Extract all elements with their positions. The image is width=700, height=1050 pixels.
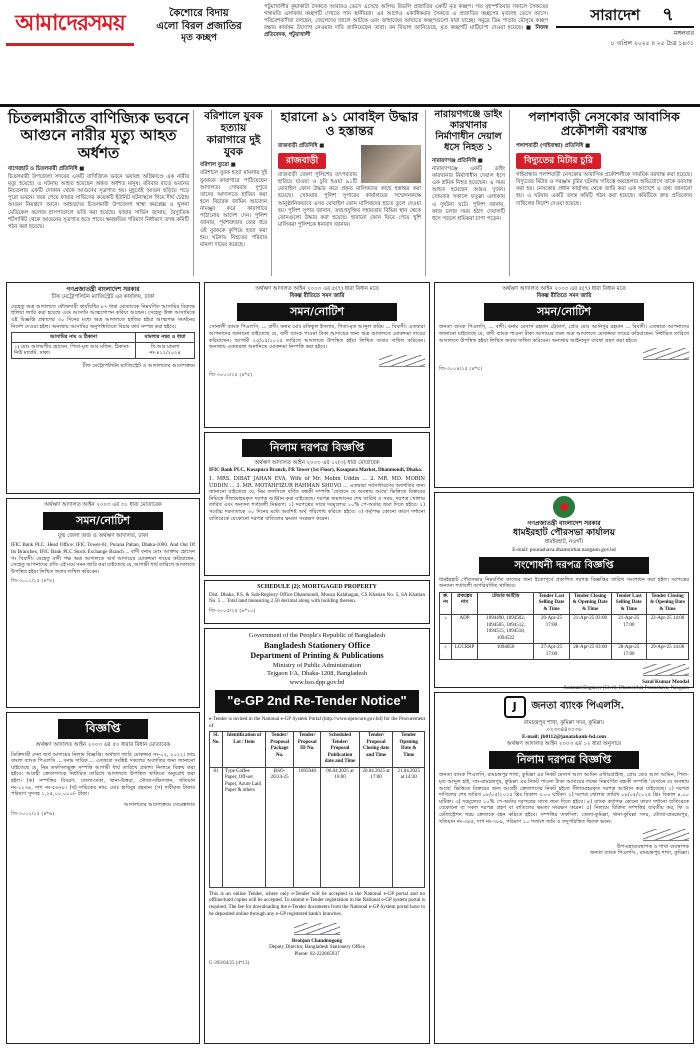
news-article-rajbari[interactable] [274,110,426,276]
ad-head: অর্থঋণ আদালত আইন ২০০৩ এর ৫(৭) ধারা বিধান মতে [502,286,626,292]
section-name: সারাদেশ [590,6,640,24]
ad-bigyapti[interactable] [6,712,200,1044]
th-lot: Identification of Lot / Item [223,732,266,768]
article-body [8,166,189,231]
th-tender-id: টেন্ডার আইডি [477,592,533,615]
article-byline: রাজবাড়ী প্রতিনিধি ■ [278,142,325,149]
ad-bank: IFIC Bank PLC, Kosapura Branch, FR Tower (1st Floor), Kosapura Market, Dhanmondi, Dhaka. [209,467,423,474]
ad-head: অর্থঋণ আদালত আইন ২০০৩ এর ৫০ ধারার বিধান মোতাবেক [35,741,171,748]
retender-title: "e-GP 2nd Re-Tender Notice" [215,690,419,713]
article-body [432,158,505,223]
ad-ref: জি-৩০০৪/২৫ (৪*৫) [439,365,483,372]
news-article-barishal[interactable] [196,110,272,276]
td-id: 1095940 [294,767,321,887]
article-text: রাজবাড়ী জেলা পুলিশের তৎপরতায় হারিয়ে যাওয়া ও চুরি হওয়া ৯১টি মোবাইল ফোন উদ্ধার করে প্রকৃত মালিকদের কাছে হস্তান্তর করা হয়েছে। সোমবার পুলিশ সুপারের কার্যালয়ের সম্মেলনকক্ষে আনুষ্ঠানিকভাবে এসব মোবাইল ফোন মালিকদের হাতে তুলে দেওয়া হয়। পুলিশ সুপার জানান, তথ্যপ্রযুক্তির সহায়তায় বিভিন্ন স্থান থেকে ফোনগুলো উদ্ধার করা হয়েছে। হারানো ফোন ফিরে পেয়ে খুশি মালিকরা পুলিশকে ধন্যবাদ জানান। [278,172,421,229]
teaser-line-3: মৃত কচ্ছপ [181,33,217,43]
signature-mark [643,348,689,360]
teaser-line-2: এলো বিরল প্রজাতির [156,20,242,32]
td-old-closing: 21-Apr-25 03:00 [569,615,611,644]
th-project: প্রকল্পের নাম [452,592,478,615]
signer-title: Deputy Director, Bangladesh Stationery Office [269,944,365,951]
ad-signature-block [439,829,689,857]
tender-signer-block [209,923,425,957]
col-accused: আসামির নাম ও ঠিকানা [12,333,136,343]
td-old-selling: 20-Apr-25 17:00 [534,615,569,644]
top-story-body: পটুয়াখালীর কুয়াকাটা সৈকতে আবারও ভেসে এসেছে অলিভ রিডলি প্রজাতির একটি মৃত কচ্ছপ। গত বৃহস্পতিবার সকালে সৈকতের গঙ্গামতি এলাকায় কচ্ছপটি দেখতে পান স্থানীয়রা। এর আগেও একাধিকবার সৈকতে এ প্রজাতির কচ্ছপের মৃতদেহ ভেসে আসে। পরিবেশবাদীরা বলছেন, জেলেদের জালে আটকে এবং জাহাজের আঘাতে কচ্ছপগুলো মারা যাচ্ছে। সমুদ্রে ডিম পাড়ার মৌসুমে কচ্ছপ রক্ষায় কার্যকর উদ্যোগ নেওয়ার দাবি জানিয়েছেন তারা। বন বিভাগ জানিয়েছে, মৃত কচ্ছপটি মাটিচাপা দেওয়া হয়েছে। [264,4,548,31]
cell-case: সি.আর মামলা নং-৪১২/২০২৪ [136,342,195,358]
place-tag: রাজবাড়ী [278,153,326,169]
tender-table [209,731,425,888]
th-opening: Tender Opening Date & Time [393,732,425,768]
td-publication: 06.04.2025 at 16:00 [321,767,360,887]
ad-body: জনতা ব্যাংক পিএলসি, ... বাদী। বনাম মেসার্স রহমান ট্রেডার্স, প্রোঃ মোঃ আনিসুর রহমান ... বিবাদী। এতদ্বারা আপনাদের জানানো যাইতেছে যে, বাদী ব্যাংক পাওনা টাকা আদায়ের জন্য অত্র আদালতে মোকদ্দমা দায়ের করিয়াছেন। নির্ধারিত তারিখে আদালতে উপস্থিত হইয়া লিখিত জবাব দাখিল করিবেন। অন্যথায় আইনানুগ ব্যবস্থা গ্রহণ করা হইবে। [439,324,689,344]
ad-body: 1. MRS. DIBAT JAHAN EVA, Wife of Mr. Mobin Uddin ... 2. MR. MD. MOBIN UDDIN ... 3. MR. MOTAHFIZUR RAHMAN SHUVO ... এতদ্বারা সর্বসাধারণের অবগতির জন্য জানানো যাইতেছে যে, নিম্ন তফসিলে বর্ণিত বন্ধকী সম্পত্তি 'যেখানে যে অবস্থায় আছে' ভিত্তিতে বিক্রয়ের নিমিত্তে সীলমোহরকৃত দরপত্র আহ্বান করা যাইতেছে। দরপত্র জমাদানের শেষ তারিখ ও সময়, দরপত্র খোলার তারিখ এবং অন্যান্য শর্তাবলী নিম্নরূপ। ১) দরপত্রের সাথে দরমূল্যের ১০% পে-অর্ডার জমা দিতে হইবে। ২) সর্বোচ্চ দরদাতাকে ৩০ দিনের মধ্যে অবশিষ্ট অর্থ পরিশোধ করিতে হইবে। ৩) কর্তৃপক্ষ কোনো কারণ দর্শানো ব্যতিরেকে যেকোনো দরপত্র বাতিলের ক্ষমতা সংরক্ষণ করেন। [209,475,425,522]
signature-mark-wrap [209,923,425,938]
article-headline: নারায়ণগঞ্জে ডাইং কারখানার নির্মাণাধীন দেয়াল ধসে নিহত ১ [434,109,503,153]
signature-mark [643,664,689,676]
ad-janata-nilam[interactable] [434,692,694,1044]
ad-signature-block [439,664,689,692]
office-line: Bangladesh Stationery Office [263,640,371,651]
bank-phone: ০২৩৩৪৪০০৩৬ [546,727,582,734]
ad-banner: নিলাম দরপত্র বিজ্ঞপ্তি [489,751,639,769]
td-sl: 01 [210,767,223,887]
tender-table [439,592,689,661]
ad-signature: আদালতের আদেশক্রমে সেরেস্তাদার [124,801,195,808]
page-number: ৭ [662,4,674,25]
article-headline: চিতলমারীতে বাণিজ্যিক ভবনে আগুনে নারীর মৃত্যু আহত অর্ধশত [8,109,189,162]
td-sl: ১ [440,615,452,644]
th-closing: Tender/ Proposal Closing date and Time [359,732,393,768]
tender-footer: This is an online Tender, where only e-Tender will be accepted in the National e-GP portal and no offline/hard copies will be accepted. To submit e-Tender registration in the National e-GP system portal is required. The fee for downloading the e-Tender documents from the National e-GP System portal have to be deposited online through any e-GP registered bank's branches. [209,890,425,917]
article-byline: নারায়ণগঞ্জ প্রতিনিধি ■ [432,157,483,164]
signer-name: Sazal Kumar Mondal [642,678,689,685]
ad-body: সোনালী ব্যাংক পিএলসি, ... বাদী। বনাম মোঃ রফিকুল ইসলাম, পিতা-মৃত আব্দুল করিম ... বিবাদী। এতদ্বারা আপনাদের জানানো যাইতেছে যে, বাদী ব্যাংক পাওনা টাকা আদায়ের জন্য অত্র আদালতে মোকদ্দমা দায়ের করিয়াছেন। আগামী ২৫/০৫/২০২৫ তারিখে আদালতে উপস্থিত হইয়া লিখিত জবাব দাখিল করিবেন। অন্যথায় একতরফা শুনানিতে মোকদ্দমা নিষ্পত্তি করা হইবে। [209,324,425,351]
td-project: LGCRRP [452,644,478,660]
schedule-body: Dist. Dhaka, P.S. & Sub-Registry Office Dhanmondi, Mouza Kalabagan, CS Khatian No. 5, SA Khatian No. 5 ... Total land measuring 2.50 decimal along with building thereon. [209,591,425,605]
teaser-line-1: কৈশোরে বিদায় [169,8,229,19]
signature-mark [294,923,340,935]
bank-logo-icon: J [504,696,526,718]
td-closing: 20.04.2025 at 17:00 [359,767,393,887]
ad-gov-line: গণপ্রজাতন্ত্রী বাংলাদেশ সরকার [527,520,601,527]
col-case: মামলার নম্বর ও ধারা [136,333,195,343]
top-story [264,4,548,70]
ad-signature [209,355,425,370]
td-tender-id: 1094650 [477,644,533,660]
ad-nilam-schedule [204,580,430,624]
ad-ref: জি-৩০০১/২৫ (৪*৪) [11,578,55,585]
stationery-header [209,632,425,687]
signer-title: Assistant Engineer (Civil), Dhamoirhat Pourashava, Naogaon [563,685,689,692]
ad-banner: বিজ্ঞপ্তি [58,719,148,739]
ad-samon-janata[interactable] [434,282,694,488]
article-photo [361,145,421,183]
ad-head: অর্থঋণ আদালত আইন ২০০৩ এর ১২(৩) ধারা মোতাবেক [254,460,380,467]
accused-table [11,332,195,359]
news-article-palashbari[interactable] [512,110,696,276]
signer-title: উপ-মহাব্যবস্থাপক ও শাখা ব্যবস্থাপক [616,843,689,850]
newspaper-logo[interactable] [6,6,134,46]
ad-body: জনতা ব্যাংক পিএলসি, রামচন্দ্রপুর শাখা, কুমিল্লা এর নিকট মেসার্স আল আমিন এন্টারপ্রাইজ, প্রোঃ মোঃ আল আমিন, পিতা-মৃত আব্দুল হাই, সাং-রামচন্দ্রপুর, কুমিল্লা এর নিকট পাওনা টাকা আদায়ের লক্ষ্যে নিম্নবর্ণিত বন্ধকী সম্পত্তি 'যেখানে যে অবস্থায় আছে' ভিত্তিতে বিক্রয়ের জন্য আগ্রহী ক্রেতাগণের নিকট হইতে সীলমোহরকৃত দরপত্র আহ্বান করা যাইতেছে। ১) দরপত্র দাখিলের শেষ তারিখ ০৮/০৫/২০২৫ খ্রিঃ বিকাল ৩.০০ ঘটিকা। ২) দরপত্র খোলার তারিখ ০৮/০৫/২০২৫ খ্রিঃ বিকাল ৪.০০ ঘটিকা। ৩) দরমূল্যের ১০% পে-অর্ডার দরপত্রের সাথে জমা দিতে হইবে। ৪) ব্যাংক কর্তৃপক্ষ কোনো কারণ দর্শানো ব্যতিরেকে যেকোনো বা সকল দরপত্র গ্রহণ বা বাতিলের ক্ষমতা সংরক্ষণ করেন। ৫) নিলামে বিক্রিত সম্পত্তির যাবতীয় কর, ফি ও রেজিস্ট্রেশন খরচ ক্রেতাকে বহন করিতে হইবে। সম্পত্তির তফসিল: জেলা-কুমিল্লা, থানা-কুমিল্লা সদর, মৌজা-রামচন্দ্রপুর, খতিয়ান নং-৩৪৫, দাগ নং-৭৮৯, পরিমাণ ১০ শতাংশ জমি ও তদুপরিস্থিত দ্বিতল ভবন। [439,772,689,825]
td-new-selling: 21-Apr-25 17:00 [611,615,646,644]
ad-office: ধামইরহাট পৌরসভা কার্যালয় [512,527,616,538]
article-byline: বরিশাল ব্যুরো ■ [200,162,236,169]
website-line: www.bso.dpp.gov.bd [289,678,345,686]
ministry-line: Ministry of Public Administration [272,661,362,669]
ad-nilam-ific[interactable] [204,432,430,576]
article-headline: পলাশবাড়ী নেসকোর আবাসিক প্রকৌশলী বরখাস্ত [528,109,680,139]
signer-branch: জনতা ব্যাংক পিএলসি., রামচন্দ্রপুর শাখা, কুমিল্লা। [589,850,689,857]
th-new-closing: Tender Closing & Opening Date & Time [646,592,688,615]
signature-mark [379,355,425,367]
ad-email: E-mail: pourashava.dhamoirhat.naogaon.gov.bd [512,546,616,553]
section-header [556,4,694,28]
td-old-closing: 28-Apr-25 03:00 [569,644,611,660]
schedule-title: SCHEDULE (2): MORTGAGED PROPERTY [257,584,377,590]
ad-dhamoirhat-tender[interactable] [434,492,694,692]
article-byline: পলাশবাড়ী (গাইবান্ধা) প্রতিনিধি ■ [516,142,591,149]
ad-samon-sonali[interactable] [204,282,430,428]
article-text: বরিশালে যুবক হত্যা মামলায় দুই যুবককে কারাগারে পাঠিয়েছেন আদালত। সোমবার দুপুরে তাদের আদালতে হাজির করা হলে বিচারক জামিন আবেদন নামঞ্জুর করে কারাগারে পাঠানোর আদেশ দেন। পুলিশ জানায়, পূর্বশত্রুতার জের ধরে ওই যুবককে কুপিয়ে হত্যা করা হয়। ঘটনায় নিহতের পরিবার মামলা দায়ের করেছে। [200,170,267,248]
ad-body: যেহেতু অত্র আদালতে ফৌজদারী কার্যবিধির ৮৭ ধারা মোতাবেক নিম্নবর্ণিত আসামির বিরুদ্ধে হুলিয়া জারি করা হয়েছে এবং আসামি আত্মগোপন করিয়া আছেন। সেহেতু উক্ত আসামিকে এই বিজ্ঞপ্তি প্রকাশের ৩০ দিনের মধ্যে অত্র আদালতে হাজির হইয়া আত্মপক্ষ সমর্থনের নির্দেশ দেওয়া হইল। অন্যথায় আসামির অনুপস্থিতিতে বিচার কার্য সম্পন্ন করা হইবে। [11,303,195,330]
bank-email: E-mail: jb0112@janatabank-bd.com [521,734,607,741]
address-line: Tejgaon I/A, Dhaka-1208, Bangladesh [266,670,368,678]
article-text: নারায়ণগঞ্জে একটি ডাইং কারখানার নির্মাণাধীন দেয়াল ধসে এক শ্রমিক নিহত হয়েছেন। এ সময় আহত হয়েছেন আরও দুজন। সোমবার সকালে ফতুল্লা এলাকায় এ দুর্ঘটনা ঘটে। পুলিশ জানায়, কাজ চলার সময় হঠাৎ দেয়ালটি ধসে পড়লে শ্রমিকরা চাপা পড়েন। [432,165,505,222]
ad-office: চীফ মেট্রোপলিটন ম্যাজিস্ট্রেট এর কার্যালয়, ঢাকা [51,293,155,300]
th-id: Tender/ Proposal ID No. [294,732,321,768]
logo-text: আমাদেরসময় [15,11,125,36]
ad-banner: সমন/নোটিশ [237,303,397,321]
th-package: Tender/ Proposal Package No. [266,732,294,768]
td-new-selling: 28-Apr-25 17:00 [611,644,646,660]
article-text: চিতলমারী উপজেলা সদরের একটি বাণিজ্যিক ভবনে ভয়াবহ অগ্নিকাণ্ডে এক নারীর মৃত্যু হয়েছে। এ ঘটনায় আহত হয়েছেন অন্তত অর্ধশত মানুষ। রবিবার রাতে ভবনের নিচতলার একটি দোকান থেকে আগুনের সূত্রপাত হয়। মুহূর্তেই আগুন ছড়িয়ে পড়ে পুরো ভবনে। খবর পেয়ে ফায়ার সার্ভিসের কয়েকটি ইউনিট ঘটনাস্থলে গিয়ে দীর্ঘ চেষ্টায় আগুন নিয়ন্ত্রণে আনে। আহতদের চিতলমারী উপজেলা স্বাস্থ্য কমপ্লেক্স ও খুলনা মেডিকেল কলেজ হাসপাতালে ভর্তি করা হয়েছে। ফায়ার সার্ভিস জানায়, বৈদ্যুতিক শর্টসার্কিট থেকে আগুনের সূত্রপাত হতে পারে। ক্ষয়ক্ষতির পরিমাণ নির্ধারণে তদন্ত কমিটি গঠন করা হয়েছে। [8,173,189,230]
top-story-byline: ■ নিজস্ব প্রতিবেদক, পটুয়াখালী [264,24,549,38]
td-package: BSO-20/24-25 [266,767,294,887]
ad-sub: বিকল্প রীতিতে সমন জারি [289,293,345,300]
masthead [0,0,700,104]
td-sl: ২ [440,644,452,660]
signer-name: Bronjon Chandnugong [291,937,343,944]
ad-sub: ধামইরহাট, নওগাঁ। [544,539,584,546]
ad-body: ধামইরহাট পৌরসভার নিম্নবর্ণিত কাজের জন্য ইতোপূর্বে প্রকাশিত দরপত্র বিজ্ঞপ্তির তারিখ সংশোধন করা হইল। দরপত্রের অন্যান্য শর্তাবলী অপরিবর্তিত থাকিবে। [439,576,689,590]
bank-header [439,696,689,718]
ad-gov-line: গণপ্রজাতন্ত্রী বাংলাদেশ সরকার [66,286,140,293]
ad-ref: জি-৩০০২/২৫ (৪*৬) [11,811,55,818]
ad-dhaka-court-notice[interactable] [6,282,200,494]
place-tag: বিদ্যুতের মিটার চুরি [516,153,601,169]
teaser-box[interactable] [138,8,260,48]
ad-samon-ific[interactable] [6,498,200,708]
ad-signature [439,348,689,363]
cell-accused: ১) মোঃ আলমগীর হোসেন, পিতা-মৃত আঃ মজিদ, ঠিকানা-নিউ মার্কেট, ঢাকা। [12,342,136,358]
ad-sub: বিকল্প রীতিতে সমন জারি [536,293,592,300]
td-tender-id: 1094490, 1094502, 1094505, 1094512, 1094515, 1094518, 1094522 [477,615,533,644]
th-old-selling: Tender Last Selling Date & Time [534,592,569,615]
th-publication: Scheduled Tender/ Proposal Publication date and Time [321,732,360,768]
ad-ref: G-393/04/25 (4*13) [209,960,250,966]
ad-ref: জি-৩০০৫/২৫ (৪*১০) [209,608,256,615]
article-body [516,143,692,208]
article-headline: হারানো ৯১ মোবাইল উদ্ধার ও হস্তান্তর [280,109,419,139]
weekday: মঙ্গলবার [673,30,694,37]
article-text: গাইবান্ধার পলাশবাড়ী নেসকোর আবাসিক প্রকৌশলীকে সাময়িক বরখাস্ত করা হয়েছে। বিদ্যুতের মিটার ও সরঞ্জাম চুরির ঘটনায় দায়িত্বে অবহেলার অভিযোগে তাকে বরখাস্ত করা হয়। নেসকোর প্রধান কার্যালয় থেকে জারি করা এক আদেশে এ তথ্য জানানো হয়। এ ঘটনায় একটি তদন্ত কমিটি গঠন করা হয়েছে। কমিটিকে দ্রুত প্রতিবেদন দাখিলের নির্দেশ দেওয়া হয়েছে। [516,172,692,207]
td-new-closing: 22-Apr-25 14:00 [646,615,688,644]
masthead-rule [0,104,700,107]
signature-mark [643,829,689,841]
news-article-narayanganj[interactable] [428,110,510,276]
th-new-selling: Tender Last Selling Date & Time [611,592,646,615]
ad-signature: চীফ মেট্রোপলিটন ম্যাজিস্ট্রেট ও আদালতের আদেশক্রমে [82,362,195,369]
ad-banner: সংশোধনী দরপত্র বিজ্ঞপ্তি [479,557,649,574]
ad-stationery-retender[interactable] [204,628,430,1044]
ad-body: IFIC Bank PLC. Head Office: IFIC Tower-61, Purana Paltan, Dhaka-1000. And Out Of Its Branches, IFIC Bank PLC Stock Exchange Branch ... বাদী বনাম মোঃ আক্তার হোসেন গং বিবাদী। যেহেতু বাদী পক্ষ অত্র আদালতে অর্থ আদায়ের মোকদ্দমা দায়ের করিয়াছেন, সেহেতু আপনাদের প্রতি এই মর্মে সমন জারি করা যাইতেছে যে, আগামী ধার্য তারিখে আদালতে উপস্থিত হইয়া লিখিত জবাব দাখিল করিবেন। [11,542,196,575]
ad-head: অর্থঋণ আদালত আইন ২০০৩ এর ১২ ধারা অনুসারে [506,741,622,748]
ad-body: ডিক্রিদারী দেনা অর্থ আদায়ের নিলাম বিজ্ঞপ্তি। অর্থঋণ জারি মোকদ্দমা নং-০২, ২০২২। ডাচ বাংলা ব্যাংক পিএলসি ... বনাম দায়িক ... এতদ্বারা সংশ্লিষ্ট সকলের অবগতির জন্য জানানো যাইতেছে যে, নিম্ন তফসিলভুক্ত সম্পত্তি আগামী ধার্য তারিখে প্রকাশ্য নিলামে বিক্রয় করা হইবে। আগ্রহী ক্রেতাগণকে নির্ধারিত তারিখে আদালতে উপস্থিত থাকিতে অনুরোধ করা হইল। (ক) সম্পত্তির বিবরণ: জেলা-ঢাকা, থানা-উত্তরা, মৌজা-দক্ষিণখান, খতিয়ান নং-১২৩৪, দাগ নং-৫৬৭৮। (খ) দায়িকের নাম: মোঃ হাবিবুর রহমান। (গ) দাবীকৃত টাকার পরিমাণ সুদসহ ১,২৫,০০,০০০/- টাকা। [11,751,195,798]
ad-ref: জি-৩০০৩/২৫ (৪*৫) [209,372,253,379]
td-lot: Type Coffee Paper, Off-set Paper, Azure Laid Paper & others [223,767,266,887]
td-project: ADP [452,615,478,644]
td-old-selling: 27-Apr-25 17:00 [534,644,569,660]
signer-phone: Phone: 02-222665937 [294,951,340,958]
govt-emblem-icon [553,496,575,518]
bank-name: জনতা ব্যাংক পিএলসি. [531,700,625,712]
date-block [556,30,694,49]
gov-line: Government of the People's Republic of Bangladesh [248,632,386,639]
td-opening: 21.04.2025 at 14:30 [393,767,425,887]
article-headline: বরিশালে যুবক হত্যায় কারাগারে দুই যুবক [204,110,263,159]
td-new-closing: 29-Apr-25 14:00 [646,644,688,660]
th-old-closing: Tender Closing & Opening Date & Time [569,592,611,615]
article-byline: বাগেরহাট ও চিতলমারী প্রতিনিধি ■ [8,165,85,172]
th-sl: ক্র. নং [440,592,452,615]
article-body [200,162,267,249]
ad-banner: নিলাম দরপত্র বিজ্ঞপ্তি [242,439,392,457]
department-line: Department of Printing & Publications [250,651,384,661]
ad-banner: সমন/নোটিশ [43,512,163,530]
news-article-chitalmari[interactable] [4,110,194,276]
bank-branch: রামচন্দ্রপুর শাখা, কুমিল্লা সদর, কুমিল্লা। [523,720,605,726]
ad-court: যুগ্ম জেলা জজ ও অর্থঋণ আদালত, ঢাকা [57,533,149,540]
tender-intro: e-Tender is invited in the National e-GP System Portal (http://www.eprocure.gov.bd) for the Procurement of: [209,716,425,729]
ad-banner: সমন/নোটিশ [484,303,644,321]
th-sl: Sl. No. [210,732,223,768]
issue-date: ৮ এপ্রিল ২০২৫ ॥ ২৫ চৈত্র ১৪৩১ [610,39,694,47]
ad-head: অর্থঋণ আদালত আইন ২০০৩ এর ৫(৭) ধারা বিধান মতে [255,286,379,292]
ad-head: অর্থঋণ আদালত আইন ২০০৩ এর ৩১ ধারা মোতাবেক [44,502,162,508]
